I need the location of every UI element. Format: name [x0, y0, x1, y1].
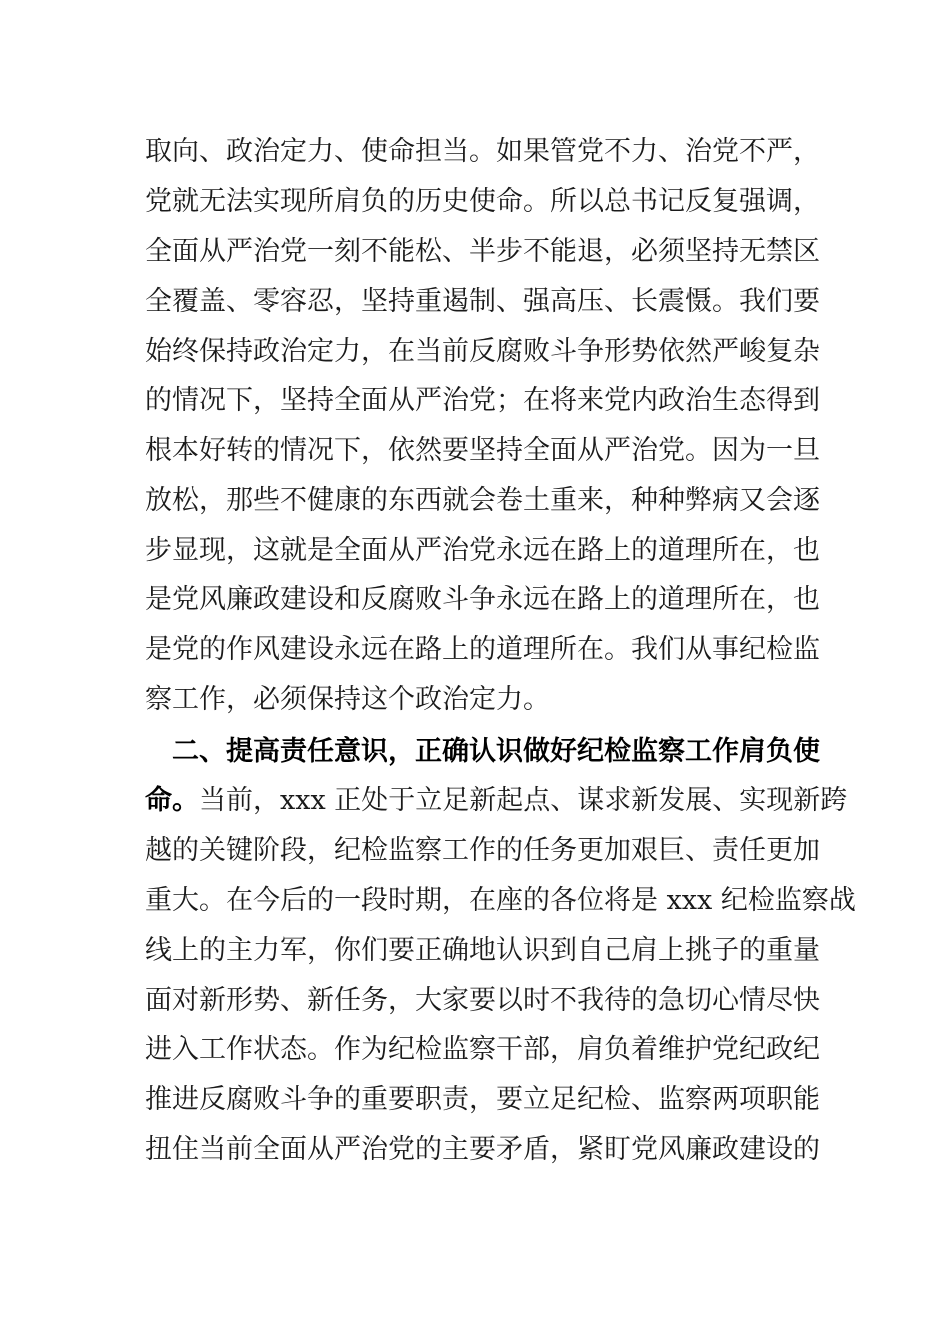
text-line: 推进反腐败斗争的重要职责，要立足纪检、监察两项职能: [145, 1084, 820, 1115]
text-line: 取向、政治定力、使命担当。如果管党不力、治党不严，: [145, 136, 820, 167]
section-heading: 二、提高责任意识，正确认识做好纪检监察工作肩负使: [172, 736, 820, 767]
text-line: 是党的作风建设永远在路上的道理所在。我们从事纪检监: [145, 634, 820, 665]
text-line: 步显现，这就是全面从严治党永远在路上的道理所在，也: [145, 535, 820, 566]
text-line: 重大。在今后的一段时期，在座的各位将是 xxx 纪检监察战: [145, 885, 856, 916]
text-line: 党就无法实现所肩负的历史使命。所以总书记反复强调，: [145, 186, 820, 217]
text-line: 线上的主力军，你们要正确地认识到自己肩上挑子的重量: [145, 935, 820, 966]
text-line: 是党风廉政建设和反腐败斗争永远在路上的道理所在，也: [145, 584, 820, 615]
text-line: 全面从严治党一刻不能松、半步不能退，必须坚持无禁区: [145, 236, 820, 267]
text-line: 根本好转的情况下，依然要坚持全面从严治党。因为一旦: [145, 435, 820, 466]
text-line: 越的关键阶段，纪检监察工作的任务更加艰巨、责任更加: [145, 835, 820, 866]
text-line: 始终保持政治定力，在当前反腐败斗争形势依然严峻复杂: [145, 336, 820, 367]
text-line: 的情况下，坚持全面从严治党；在将来党内政治生态得到: [145, 385, 820, 416]
text-line: [145, 781, 848, 821]
text-line: 察工作，必须保持这个政治定力。: [145, 684, 550, 715]
text-line: 全覆盖、零容忍，坚持重遏制、强高压、长震慑。我们要: [145, 286, 820, 317]
text-line: 扭住当前全面从严治党的主要矛盾，紧盯党风廉政建设的: [145, 1134, 820, 1165]
text-line: 进入工作状态。作为纪检监察干部，肩负着维护党纪政纪: [145, 1034, 820, 1065]
text-line: 面对新形势、新任务，大家要以时不我待的急切心情尽快: [145, 985, 820, 1016]
text-line: 放松，那些不健康的东西就会卷土重来，种种弊病又会逐: [145, 485, 820, 516]
text-line-rest: 当前，xxx 正处于立足新起点、谋求新发展、实现新跨: [199, 785, 848, 816]
section-heading-end: 命。: [145, 785, 199, 816]
